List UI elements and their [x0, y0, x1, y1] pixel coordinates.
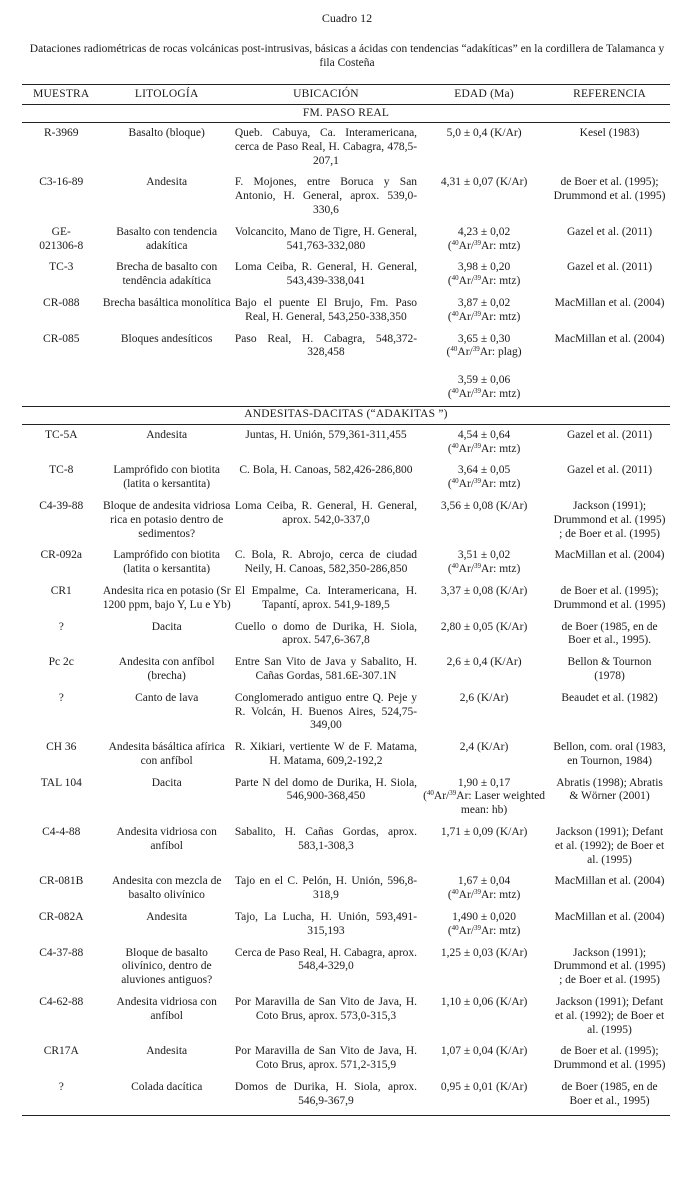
- age-cell: [419, 871, 549, 907]
- location-cell: Loma Ceiba, R. General, H. General, 543,439-338,041: [234, 261, 418, 288]
- sample-id-cell: TC-5A: [44, 428, 78, 441]
- sample-id-cell: C4-62-88: [39, 996, 84, 1009]
- reference-cell: de Boer et al. (1995); Drummond et al. (1995): [553, 176, 666, 203]
- location-cell: El Empalme, Ca. Interamericana, H. Tapantí, aprox. 541,9-189,5: [234, 584, 418, 611]
- reference-cell: [549, 364, 670, 406]
- lithology-cell: Andesita básáltica afírica con anfíbol: [108, 741, 225, 767]
- location-cell: Paso Real, H. Cabagra, 548,372-328,458: [234, 332, 418, 359]
- dating-table: [22, 84, 670, 1116]
- age-cell: 2,6 ± 0,4 (K/Ar): [446, 656, 522, 669]
- sample-id-cell: CR1: [50, 584, 72, 597]
- column-header-muestra: MUESTRA: [22, 85, 101, 105]
- age-method: ($^{40}$Ar/$^{39}$Ar: Laser weighted mean: hb): [423, 789, 546, 817]
- age-cell: [419, 257, 549, 293]
- age-method-detail: : mtz): [493, 442, 521, 455]
- location-cell: Conglomerado antiguo entre Q. Peje y R. Volcán, H. Buenos Aires, 524,75-349,00: [234, 691, 418, 732]
- age-method: ($^{40}$Ar/$^{39}$Ar: mtz): [447, 562, 521, 576]
- lithology-cell: Colada dacítica: [101, 1077, 233, 1115]
- section-header-row: [22, 406, 670, 424]
- table-row: [22, 617, 670, 653]
- age-value: 3,65 ± 0,30: [457, 332, 511, 345]
- age-method-detail: : mtz): [493, 387, 521, 400]
- table-row: [22, 257, 670, 293]
- reference-cell: Jackson (1991); Defant et al. (1992); de Boer et al. (1995): [554, 996, 665, 1036]
- age-method: ($^{40}$Ar/$^{39}$Ar: mtz): [447, 923, 521, 937]
- table-row: [22, 1041, 670, 1077]
- sample-id-cell: C3-16-89: [39, 176, 84, 189]
- location-cell: Queb. Cabuya, Ca. Interamericana, cerca de Paso Real, H. Cabagra, 478,5-207,1: [234, 127, 418, 167]
- table-row: [22, 172, 670, 221]
- sample-id-cell: [22, 364, 101, 406]
- age-method-detail: : Laser weighted mean: hb): [460, 790, 546, 817]
- reference-cell: Bellon & Tournon (1978): [567, 656, 652, 682]
- table-row: [22, 460, 670, 496]
- location-cell: F. Mojones, entre Boruca y San Antonio, H. General, aprox. 539,0-330,6: [234, 176, 418, 216]
- age-method-detail: : plag): [491, 346, 522, 359]
- reference-cell: Jackson (1991); Drummond et al. (1995) ; de Boer et al. (1995): [553, 946, 666, 987]
- age-cell: 1,71 ± 0,09 (K/Ar): [440, 826, 528, 839]
- location-cell: Sabalito, H. Cañas Gordas, aprox. 583,1-308,3: [234, 826, 418, 852]
- table-row: [22, 907, 670, 943]
- sample-id-cell: ?: [58, 620, 64, 633]
- sample-id-cell: CR-088: [43, 296, 80, 309]
- age-value: 1,67 ± 0,04: [457, 875, 511, 888]
- age-cell: [419, 222, 549, 258]
- age-cell: 3,37 ± 0,08 (K/Ar): [440, 584, 528, 597]
- column-header-ubicacion: UBICACIÓN: [233, 85, 419, 105]
- table-row: [22, 992, 670, 1041]
- sample-id-cell: CR-081B: [39, 875, 84, 888]
- lithology-cell: Dacita: [151, 620, 182, 633]
- sample-id-cell: TC-3: [49, 261, 74, 274]
- age-method-detail: : mtz): [493, 889, 521, 902]
- column-header-referencia: REFERENCIA: [549, 85, 670, 105]
- sample-id-cell: C4-4-88: [42, 826, 81, 839]
- location-cell: Cuello o domo de Durika, H. Siola, aprox. 547,6-367,8: [234, 620, 418, 647]
- age-cell: 2,80 ± 0,05 (K/Ar): [440, 620, 528, 633]
- age-value: 3,87 ± 0,02: [457, 296, 511, 309]
- lithology-cell: Brecha basáltica monolítica: [102, 296, 231, 309]
- table-caption: Dataciones radiométricas de rocas volcánicas post-intrusivas, básicas a ácidas con tendencias “adakíticas” en la cordillera de Talamanca y fila Costeña: [29, 43, 665, 69]
- location-cell: Volcancito, Mano de Tigre, H. General, 541,763-332,080: [234, 225, 418, 252]
- age-value: 3,59 ± 0,06: [457, 374, 511, 387]
- reference-cell: Jackson (1991); Defant et al. (1992); de Boer et al. (1995): [554, 826, 665, 866]
- location-cell: R. Xikiari, vertiente W de F. Matama, H. Matama, 609,2-192,2: [234, 741, 418, 767]
- reference-cell: MacMillan et al. (2004): [554, 875, 665, 888]
- reference-cell: Gazel et al. (2011): [566, 428, 653, 441]
- sample-id-cell: TAL 104: [40, 776, 82, 789]
- reference-cell: Gazel et al. (2011): [566, 464, 653, 477]
- age-method: ($^{40}$Ar/$^{39}$Ar: mtz): [447, 441, 521, 455]
- table-row: [22, 773, 670, 822]
- sample-id-cell: CR-092a: [40, 549, 83, 562]
- reference-cell: Abratis (1998); Abratis & Wörner (2001): [556, 776, 663, 803]
- lithology-cell: Lamprófido con biotita (latita o kersantita): [113, 549, 221, 576]
- location-cell: Bajo el puente El Brujo, Fm. Paso Real, H. General, 543,250-338,350: [234, 296, 418, 323]
- age-cell: [419, 460, 549, 496]
- age-cell: [419, 773, 549, 822]
- age-method-detail: : mtz): [493, 478, 521, 491]
- location-cell: Entre San Vito de Java y Sabalito, H. Cañas Gordas, 581.6E-307.1N: [234, 656, 418, 682]
- sample-id-cell: CR-082A: [38, 911, 84, 924]
- age-method: ($^{40}$Ar/$^{39}$Ar: mtz): [447, 386, 521, 400]
- age-method: ($^{40}$Ar/$^{39}$Ar: mtz): [447, 274, 521, 288]
- sample-id-cell: ?: [58, 691, 64, 704]
- sample-id-cell: Pc 2c: [48, 656, 74, 669]
- location-cell: Domos de Durika, H. Siola, aprox. 546,9-367,9: [233, 1077, 419, 1115]
- age-method-detail: : mtz): [493, 310, 521, 323]
- section-header-row: [22, 105, 670, 123]
- location-cell: Tajo en el C. Pelón, H. Unión, 596,8-318,9: [234, 875, 418, 902]
- age-cell: 5,0 ± 0,4 (K/Ar): [446, 127, 522, 139]
- age-cell: 3,56 ± 0,08 (K/Ar): [440, 499, 528, 512]
- age-cell: [419, 364, 549, 406]
- age-cell: [419, 907, 549, 943]
- sample-id-cell: CR-085: [43, 332, 80, 345]
- lithology-cell: Andesita: [146, 1045, 188, 1058]
- age-cell: 1,10 ± 0,06 (K/Ar): [440, 996, 528, 1009]
- location-cell: C. Bola, R. Abrojo, cerca de ciudad Neily, H. Canoas, 582,350-286,850: [234, 549, 418, 576]
- sample-id-cell: R-3969: [44, 127, 79, 139]
- sample-id-cell: GE- 021306-8: [39, 225, 84, 252]
- table-row: [22, 943, 670, 992]
- age-cell: [419, 424, 549, 460]
- sample-id-cell: CR17A: [43, 1045, 79, 1058]
- location-cell: Juntas, H. Unión, 579,361-311,455: [245, 428, 407, 441]
- location-cell: Por Maravilla de San Vito de Java, H. Coto Brus, aprox. 571,2-315,9: [234, 1045, 418, 1072]
- column-header-litologia: LITOLOGÍA: [101, 85, 233, 105]
- reference-cell: Gazel et al. (2011): [566, 261, 653, 274]
- age-value: 1,90 ± 0,17: [457, 776, 511, 789]
- location-cell: Cerca de Paso Real, H. Cabagra, aprox. 548,4-329,0: [234, 946, 418, 973]
- location-cell: Parte N del domo de Durika, H. Siola, 546,900-368,450: [234, 776, 418, 803]
- lithology-cell: Canto de lava: [135, 691, 199, 704]
- reference-cell: MacMillan et al. (2004): [554, 911, 665, 924]
- lithology-cell: Andesita con mezcla de basalto olivínico: [111, 875, 222, 902]
- reference-cell: Jackson (1991); Drummond et al. (1995) ; de Boer et al. (1995): [553, 499, 666, 540]
- location-cell: [233, 364, 419, 406]
- reference-cell: MacMillan et al. (2004): [554, 549, 665, 562]
- age-value: 3,64 ± 0,05: [457, 464, 511, 477]
- age-cell: 0,95 ± 0,01 (K/Ar): [419, 1077, 549, 1115]
- table-row: [22, 364, 670, 406]
- header-row: [22, 85, 670, 105]
- age-method-detail: : mtz): [493, 563, 521, 576]
- lithology-cell: Andesita: [146, 911, 188, 924]
- lithology-cell: Basalto (bloque): [128, 127, 205, 139]
- table-row: [22, 581, 670, 617]
- table-row: [22, 871, 670, 907]
- age-method: ($^{40}$Ar/$^{39}$Ar: plag): [446, 345, 522, 359]
- lithology-cell: Bloque de andesita vidriosa rica en potasio dentro de sedimentos?: [102, 499, 231, 540]
- lithology-cell: Bloque de basalto olivínico, dentro de aluviones antiguos?: [121, 946, 213, 987]
- sample-id-cell: TC-8: [49, 464, 74, 477]
- location-cell: Loma Ceiba, R. General, H. General, aprox. 542,0-337,0: [234, 499, 418, 526]
- lithology-cell: Bloques andesíticos: [120, 332, 213, 345]
- lithology-cell: Andesita con anfíbol (brecha): [118, 656, 215, 682]
- age-cell: 1,07 ± 0,04 (K/Ar): [440, 1045, 528, 1058]
- column-header-edad: EDAD (Ma): [419, 85, 549, 105]
- reference-cell: de Boer et al. (1995); Drummond et al. (1995): [553, 1045, 666, 1072]
- reference-cell: Beaudet et al. (1982): [561, 691, 658, 704]
- reference-cell: Gazel et al. (2011): [566, 225, 653, 238]
- reference-cell: Bellon, com. oral (1983, en Tournon, 1984): [553, 741, 666, 767]
- table-row: [22, 123, 670, 173]
- age-method: ($^{40}$Ar/$^{39}$Ar: mtz): [447, 888, 521, 902]
- reference-cell: MacMillan et al. (2004): [554, 332, 665, 345]
- location-cell: Tajo, La Lucha, H. Unión, 593,491-315,193: [234, 911, 418, 937]
- section-label: ANDESITAS-DACITAS (“ADAKITAS ”): [22, 406, 670, 424]
- lithology-cell: Dacita: [151, 776, 182, 789]
- sample-id-cell: C4-37-88: [39, 946, 84, 959]
- lithology-cell: Lamprófido con biotita (latita o kersantita): [113, 464, 221, 491]
- age-method-detail: : mtz): [493, 239, 521, 252]
- age-value: 3,51 ± 0,02: [457, 549, 511, 562]
- age-cell: [419, 293, 549, 329]
- reference-cell: de Boer (1985, en de Boer et al., 1995).: [561, 620, 658, 647]
- lithology-cell: Andesita: [146, 176, 188, 189]
- table-row: [22, 652, 670, 688]
- age-cell: 1,25 ± 0,03 (K/Ar): [440, 946, 528, 959]
- age-method: ($^{40}$Ar/$^{39}$Ar: mtz): [447, 238, 521, 252]
- lithology-cell: Andesita vidriosa con anfíbol: [116, 826, 217, 852]
- lithology-cell: Andesita vidriosa con anfíbol: [116, 996, 217, 1022]
- table-title: Cuadro 12: [321, 11, 373, 25]
- lithology-cell: Andesita rica en potasio (Sr 1200 ppm, bajo Y, Lu e Yb): [102, 584, 231, 611]
- section-label: FM. PASO REAL: [22, 105, 670, 123]
- table-row: [22, 329, 670, 365]
- lithology-cell: Basalto con tendencia adakítica: [116, 225, 218, 252]
- table-row: [22, 496, 670, 545]
- age-value: 4,23 ± 0,02: [457, 225, 511, 238]
- table-row: [22, 737, 670, 773]
- age-value: 1,490 ± 0,020: [452, 911, 516, 924]
- age-value: 3,98 ± 0,20: [457, 261, 511, 274]
- location-cell: C. Bola, H. Canoas, 582,426-286,800: [239, 464, 413, 477]
- sample-id-cell: C4-39-88: [39, 499, 84, 512]
- location-cell: Por Maravilla de San Vito de Java, H. Coto Brus, aprox. 573,0-315,3: [234, 996, 418, 1022]
- lithology-cell: Andesita: [146, 428, 188, 441]
- reference-cell: Kesel (1983): [579, 127, 640, 139]
- table-row: [22, 424, 670, 460]
- table-row: [22, 293, 670, 329]
- age-cell: [419, 329, 549, 365]
- age-cell: 4,31 ± 0,07 (K/Ar): [440, 176, 528, 189]
- age-method-detail: : mtz): [493, 924, 521, 937]
- table-row: [22, 545, 670, 581]
- age-method-detail: : mtz): [493, 275, 521, 288]
- lithology-cell: Brecha de basalto con tendência adakítica: [116, 261, 218, 288]
- table-row: [22, 822, 670, 871]
- age-method: ($^{40}$Ar/$^{39}$Ar: mtz): [447, 309, 521, 323]
- table-body: [22, 105, 670, 1116]
- lithology-cell: [101, 364, 233, 406]
- table-row: [22, 1077, 670, 1115]
- reference-cell: de Boer et al. (1995); Drummond et al. (1995): [553, 584, 666, 611]
- reference-cell: MacMillan et al. (2004): [554, 296, 665, 309]
- table-row: [22, 222, 670, 258]
- table-row: [22, 688, 670, 737]
- age-value: 4,54 ± 0,64: [457, 428, 511, 441]
- age-cell: 2,6 (K/Ar): [459, 691, 509, 704]
- age-cell: 2,4 (K/Ar): [459, 741, 509, 754]
- sample-id-cell: ?: [22, 1077, 101, 1115]
- sample-id-cell: CH 36: [46, 741, 77, 754]
- age-cell: [419, 545, 549, 581]
- reference-cell: de Boer (1985, en de Boer et al., 1995): [549, 1077, 670, 1115]
- age-method: ($^{40}$Ar/$^{39}$Ar: mtz): [447, 477, 521, 491]
